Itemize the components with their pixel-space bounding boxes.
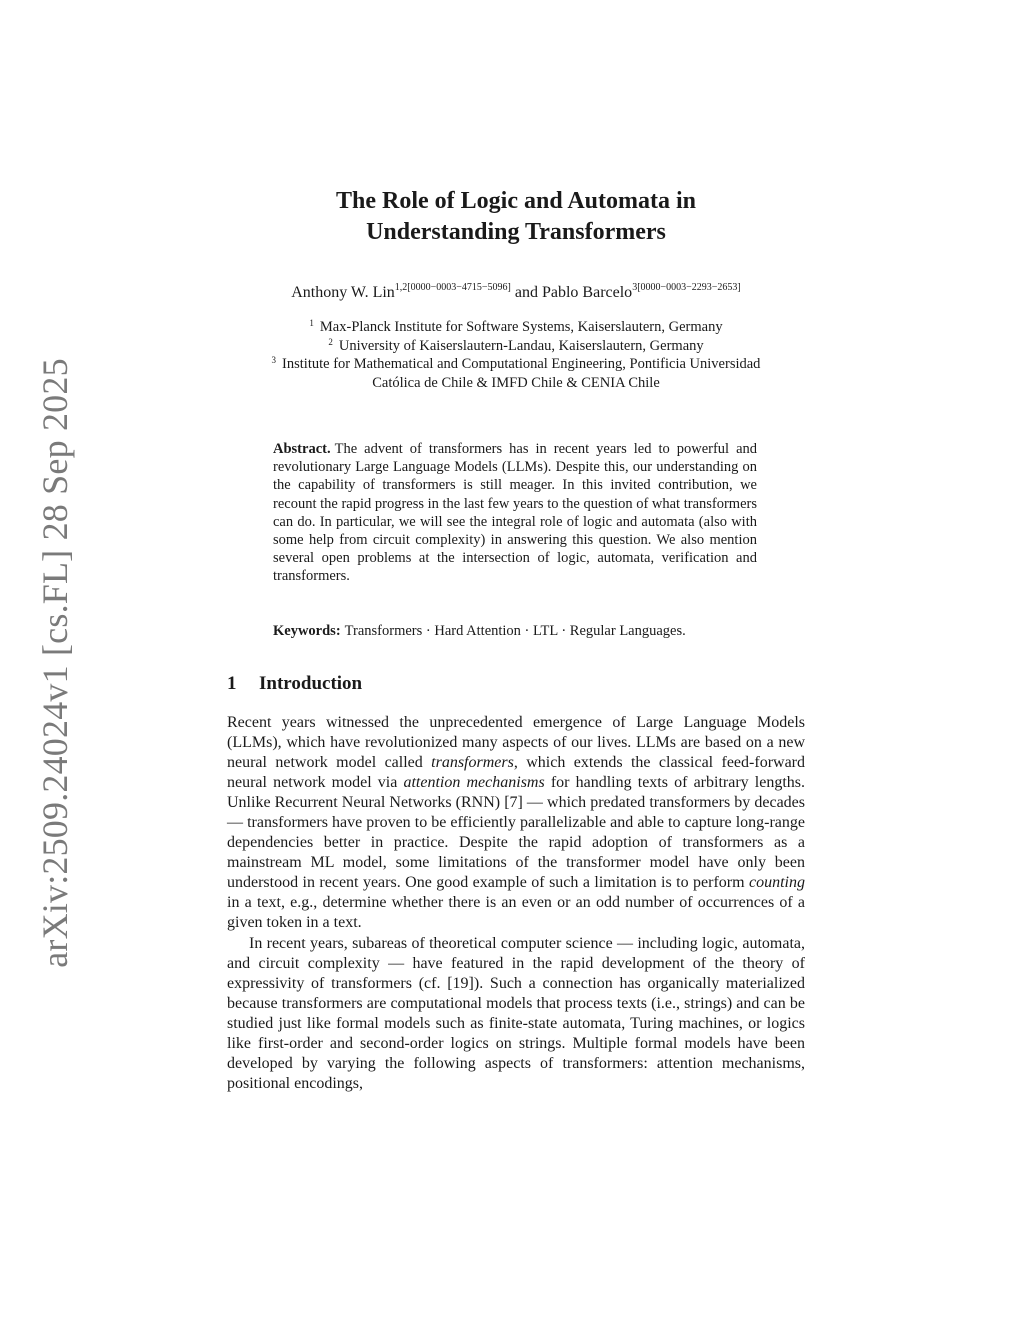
author-connector: and [510, 284, 542, 301]
paragraph-1-emphasis-transformers: transformers [431, 754, 514, 772]
keywords-label: Keywords: [273, 623, 341, 639]
author-1-name: Anthony W. Lin [291, 284, 395, 301]
paragraph-1 [227, 713, 805, 934]
affiliation-3-number: 3 [271, 355, 277, 365]
affiliation-2-number: 2 [328, 336, 333, 347]
paragraph-1-text-c: for handling texts of arbitrary lengths. Unlike Recurrent Neural Networks (RNN) [7] — which predated transformers by decades — transformers have proven to be efficiently parallelizable and able to capture long-range dependencies better in practice. Despite the rapid adoption of transformers as a mainstream ML model, some limitations of the transformer model have only been understood in recent years. One good example of such a limitation is to perform [227, 774, 806, 892]
paragraph-1-emphasis-attention: attention mechanisms [403, 774, 545, 792]
paragraph-1-emphasis-counting: counting [749, 874, 805, 892]
section-number: 1 [227, 673, 237, 694]
paragraph-1-text-d: in a text, e.g., determine whether there is an even or an odd number of occurrences of a given token in a text. [227, 894, 805, 932]
section-heading-introduction [227, 673, 362, 695]
arxiv-identifier-stamp: arXiv:2509.24024v1 [cs.FL] 28 Sep 2025 [35, 358, 75, 968]
abstract-label: Abstract. [273, 441, 331, 457]
affiliation-3 [227, 355, 805, 374]
author-1-affiliation-orcid: 1,2[0000−0003−4715−5096] [394, 282, 511, 293]
affiliation-2 [227, 337, 805, 356]
paragraph-2: In recent years, subareas of theoretical computer science — including logic, automata, and circuit complexity — have featured in the rapid development of the theory of expressivity of transformers (cf. [19]). Such a connection has organically materialized because transformers are computational models that process texts (i.e., strings) and can be studied just like formal models such as finite-state automata, Turing machines, or logics like first-order and second-order logics on strings. Multiple formal models have been developed by varying the following aspects of transformers: attention mechanisms, positional encodings, [227, 934, 805, 1092]
abstract-text: The advent of transformers has in recent years led to powerful and revolutionary Large Language Models (LLMs). Despite this, our understanding on the capability of transformers is still meager. In this invited contribution, we recount the rapid progress in the last few years to the question of what transformers can do. In particular, we will see the integral role of logic and automata (also with some help from circuit complexity) in answering this question. We also mention several open problems at the intersection of logic, automata, verification and transformers. [273, 441, 757, 585]
affiliation-3-text: Institute for Mathematical and Computational Engineering, Pontificia Universidad [282, 356, 761, 372]
affiliation-3-text-continued: Católica de Chile & IMFD Chile & CENIA Chile [372, 374, 660, 391]
author-2-name: Pablo Barcelo [541, 284, 633, 301]
paper-title-line-1: The Role of Logic and Automata in [335, 188, 697, 214]
paragraph-1-text-a: Recent years witnessed the unprecedented emergence of Large Language Models (LLMs), which have revolutionized many aspects of our lives. LLMs are based on a new neural network model called [227, 714, 805, 772]
keywords [273, 622, 757, 640]
affiliations [227, 318, 805, 392]
affiliation-1 [227, 318, 805, 337]
paragraph-1-text-b: , which extends the classical feed-forward neural network model via [227, 754, 806, 792]
affiliation-1-number: 1 [309, 318, 314, 328]
introduction-body [227, 713, 805, 1094]
section-title: Introduction [259, 673, 363, 694]
affiliation-2-text: University of Kaiserslautern-Landau, Kaiserslautern, Germany [338, 337, 704, 354]
paper-title [227, 186, 805, 248]
affiliation-3-continued [227, 374, 805, 393]
author-2-affiliation-orcid: 3[0000−0003−2293−2653] [632, 282, 741, 293]
abstract [273, 440, 757, 586]
affiliation-1-text: Max-Planck Institute for Software Systems, Kaiserslautern, Germany [319, 319, 723, 335]
author-line [227, 282, 805, 304]
keywords-text: Transformers · Hard Attention · LTL · Regular Languages. [344, 623, 686, 639]
paper-title-line-2: Understanding Transformers [366, 219, 666, 245]
